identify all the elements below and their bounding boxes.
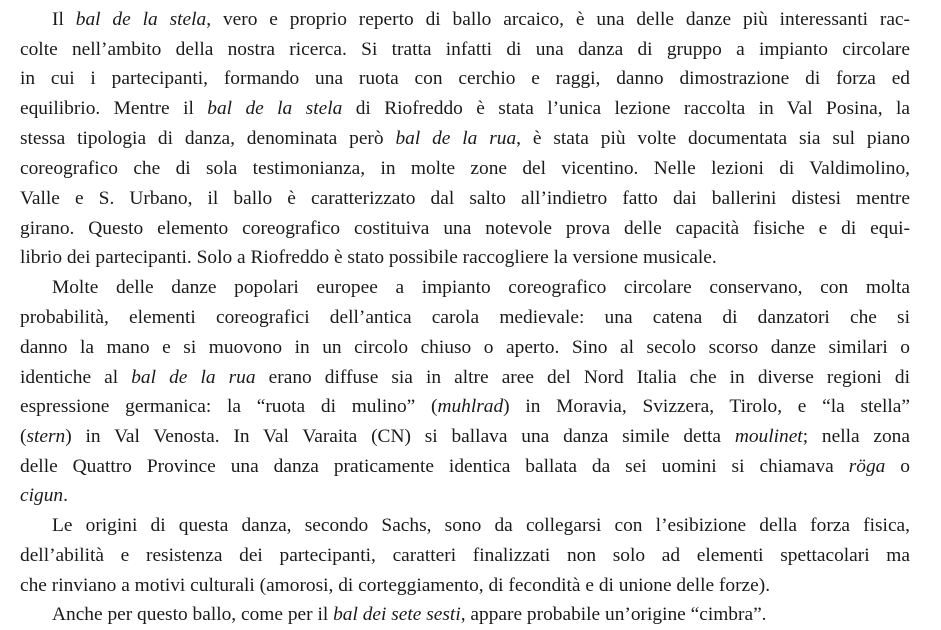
text-run: ) in Moravia, Svizzera, Tirolo, e “la stella” — [503, 396, 910, 417]
text-line — [20, 64, 910, 94]
text-line — [52, 5, 910, 35]
text-line — [20, 452, 910, 482]
italic-term: bal de la rua — [131, 367, 256, 388]
text-line — [20, 571, 770, 601]
text-run: erano diffuse sia in altre aree del Nord Italia che in diverse regioni di — [255, 367, 910, 388]
text-run: ; nella zona — [802, 426, 910, 447]
text-run: di Riofreddo è stata l’unica lezione raccolta in Val Posina, la — [342, 98, 911, 119]
italic-term: bal dei sete sesti — [333, 604, 461, 625]
text-run: stessa tipologia di danza, denominata però — [20, 128, 396, 149]
text-run: che rinviano a motivi culturali (amorosi, di corteggiamento, di fecondità e di unione delle forze). — [20, 575, 771, 596]
italic-term: röga — [848, 456, 886, 477]
text-run: girano. Questo elemento coreografico costituiva una notevole prova delle capacità fisiche e di equi- — [20, 218, 910, 239]
text-run: delle Quattro Province una danza praticamente identica ballata da sei uomini si chiamava — [20, 456, 849, 477]
text-line — [20, 35, 910, 65]
text-run: , vero e proprio reperto di ballo arcaico, è una delle danze più interessanti rac- — [206, 9, 910, 30]
italic-term: muhlrad — [437, 396, 504, 417]
text-line — [20, 124, 910, 154]
text-line — [20, 154, 910, 184]
text-run: danno la mano e si muovono in un circolo chiuso o aperto. Sino al secolo scorso danze similari o — [20, 337, 910, 358]
text-line — [52, 273, 910, 303]
text-run: colte nell’ambito della nostra ricerca. Si tratta infatti di una danza di gruppo a impianto circolare — [20, 39, 910, 60]
text-run: , è stata più volte documentata sia sul piano — [516, 128, 910, 149]
text-run: Le origini di questa danza, secondo Sachs, sono da collegarsi con l’esibizione della forza fisica, — [52, 515, 910, 536]
text-run: coreografico che di sola testimonianza, in molte zone del vicentino. Nelle lezioni di Valdimolino, — [20, 158, 910, 179]
text-line — [20, 392, 910, 422]
text-line — [20, 243, 717, 273]
italic-term: stern — [26, 426, 66, 447]
italic-term: bal de la rua — [395, 128, 517, 149]
text-line — [20, 422, 910, 452]
text-line — [20, 333, 910, 363]
italic-term: moulinet — [734, 426, 803, 447]
text-line — [20, 214, 910, 244]
text-line — [20, 481, 68, 511]
text-run: Molte delle danze popolari europee a impianto coreografico circolare conservano, con molta — [52, 277, 910, 298]
italic-term: bal de la stela — [75, 9, 207, 30]
text-run: o — [885, 456, 910, 477]
text-run: , appare probabile un’origine “cimbra”. — [460, 604, 767, 625]
text-run: ) in Val Venosta. In Val Varaita (CN) si ballava una danza simile detta — [65, 426, 735, 447]
text-line — [20, 541, 910, 571]
text-run: equilibrio. Mentre il — [20, 98, 208, 119]
text-line — [52, 511, 910, 541]
text-run: probabilità, elementi coreografici dell’antica carola medievale: una catena di danzatori che si — [20, 307, 910, 328]
text-run: . — [63, 485, 68, 506]
text-run: Il — [52, 9, 76, 30]
text-run: Valle e S. Urbano, il ballo è caratterizzato dal salto all’indietro fatto dai ballerini distesi mentre — [20, 188, 910, 209]
text-line — [20, 94, 910, 124]
text-run: espressione germanica: la “ruota di mulino” ( — [20, 396, 438, 417]
text-run: librio dei partecipanti. Solo a Riofreddo è stato possibile raccogliere la versione musicale. — [20, 247, 717, 268]
text-run: ( — [20, 426, 27, 447]
text-run: in cui i partecipanti, formando una ruota con cerchio e raggi, danno dimostrazione di forza ed — [20, 68, 910, 89]
italic-term: cigun — [20, 485, 64, 506]
text-line — [52, 600, 767, 630]
text-line — [20, 184, 910, 214]
text-line — [20, 363, 910, 393]
text-line — [20, 303, 910, 333]
text-run: dell’abilità e resistenza dei partecipanti, caratteri finalizzati non solo ad elementi spettacolari ma — [20, 545, 910, 566]
italic-term: bal de la stela — [207, 98, 343, 119]
text-run: identiche al — [20, 367, 132, 388]
text-run: Anche per questo ballo, come per il — [52, 604, 334, 625]
